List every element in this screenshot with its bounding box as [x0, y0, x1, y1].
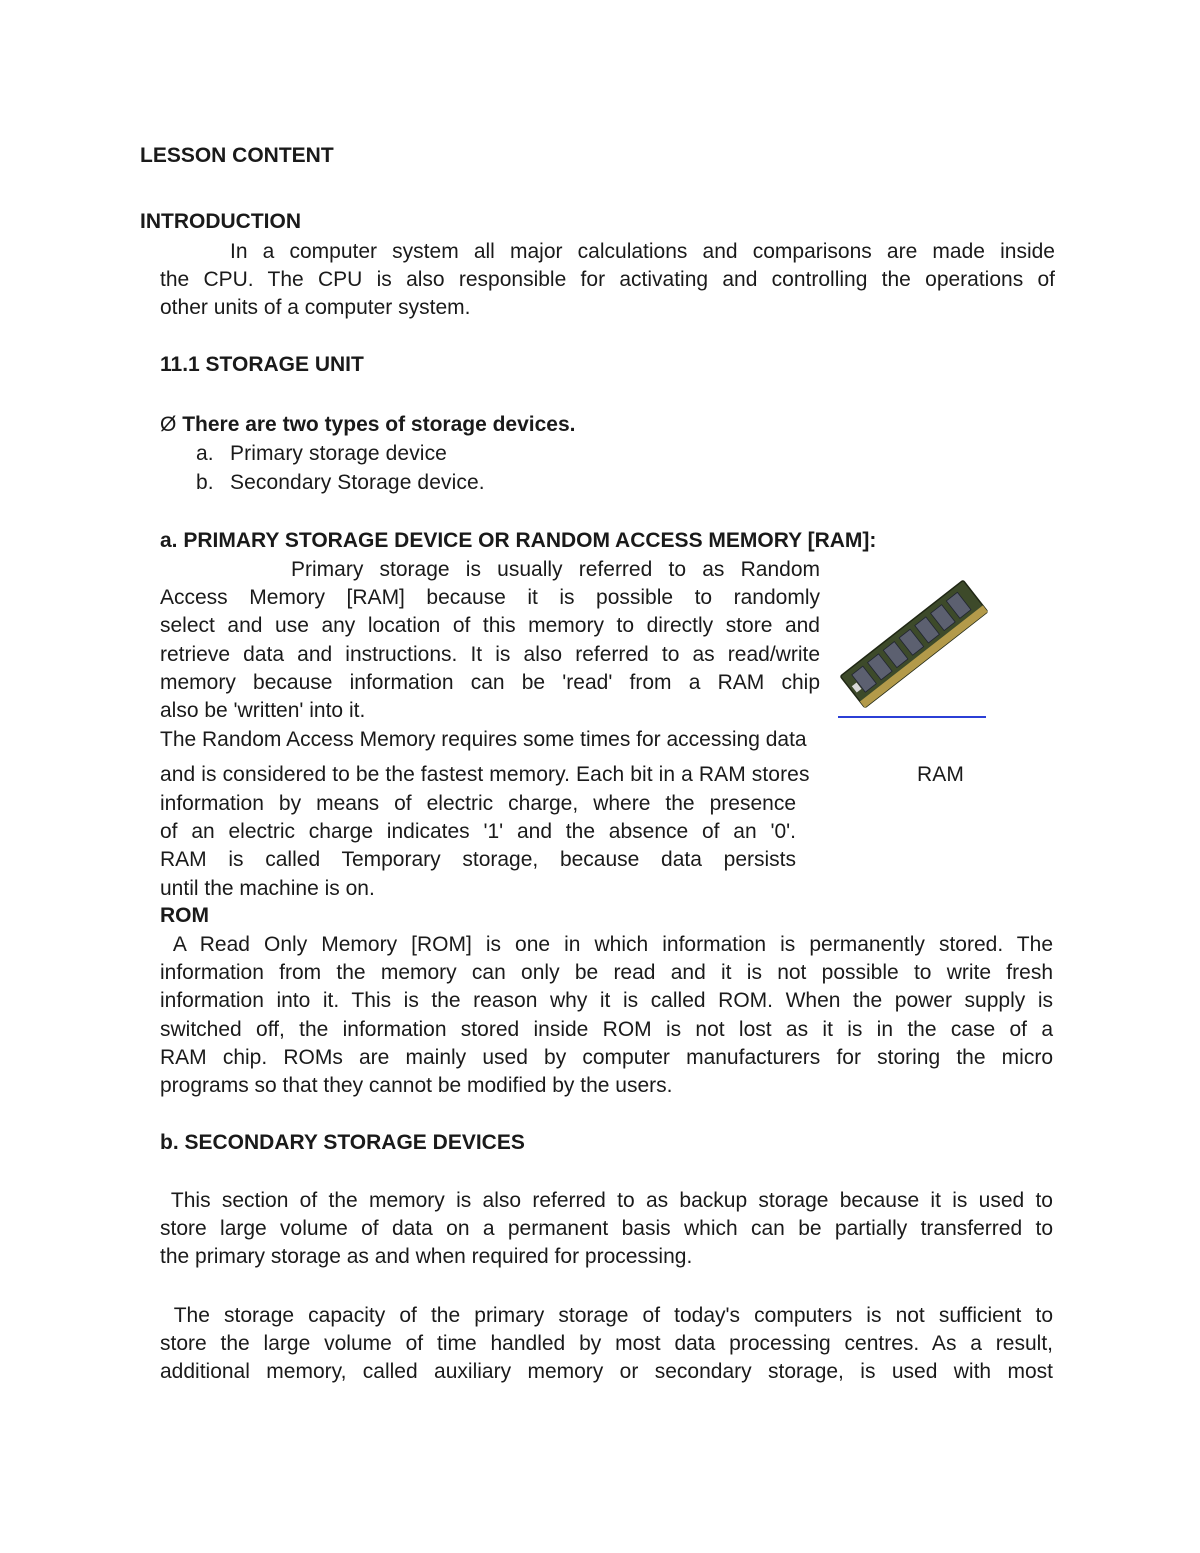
storage-types-bullet [160, 411, 576, 439]
primary-line: The Random Access Memory requires some times for accessing data [160, 728, 807, 751]
primary-paragraph [160, 556, 820, 725]
secondary-line: additional memory, called auxiliary memory or secondary storage, is used with most [160, 1360, 1053, 1384]
rom-heading: ROM [160, 904, 209, 927]
storage-unit-heading: 11.1 STORAGE UNIT [160, 353, 364, 376]
primary-line: of an electric charge indicates '1' and the absence of an '0'. [160, 820, 796, 844]
intro-line: other units of a computer system. [160, 296, 471, 320]
secondary-line: store large volume of data on a permanent basis which can be partially transferred to [160, 1217, 1053, 1241]
primary-line: retrieve data and instructions. It is also referred to as read/write [160, 642, 820, 666]
primary-full-line [160, 726, 882, 754]
secondary-line: the primary storage as and when required for processing. [160, 1245, 693, 1269]
rom-line: information from the memory can only be read and it is not possible to write fresh [160, 961, 1053, 985]
intro-line: In a computer system all major calculations and comparisons are made inside [230, 240, 1055, 263]
primary-line: Primary storage is usually referred to as Random [291, 558, 820, 581]
list-marker: a. [196, 442, 214, 465]
primary-line: Access Memory [RAM] because it is possible to randomly [160, 586, 820, 610]
intro-line: the CPU. The CPU is also responsible for activating and controlling the operations of [160, 268, 1055, 292]
lesson-content-heading: LESSON CONTENT [140, 144, 334, 167]
list-item-text: Secondary Storage device. [230, 471, 485, 494]
secondary-line: The storage capacity of the primary storage of today's computers is not sufficient to [160, 1304, 1053, 1327]
rom-line: programs so that they cannot be modified by the users. [160, 1073, 673, 1097]
list-item [196, 469, 214, 497]
rom-line: A Read Only Memory [ROM] is one in which information is permanently stored. The [160, 933, 1053, 956]
bullet-text: There are two types of storage devices. [182, 413, 576, 436]
rom-paragraph [160, 931, 1053, 1100]
primary-line: memory because information can be 'read' from a RAM chip [160, 670, 820, 694]
rom-line: information into it. This is the reason why it is called ROM. When the power supply is [160, 989, 1053, 1013]
secondary-line: This section of the memory is also referred to as backup storage because it is used to [160, 1189, 1053, 1212]
rom-line: switched off, the information stored inside ROM is not lost as it is in the case of a [160, 1017, 1053, 1041]
primary-line: information by means of electric charge, where the presence [160, 792, 796, 815]
list-item-text: Primary storage device [230, 442, 447, 465]
secondary-paragraph-2 [160, 1302, 1053, 1387]
primary-line: select and use any location of this memory to directly store and [160, 614, 820, 638]
primary-line: and is considered to be the fastest memory. Each bit in a RAM stores [160, 763, 810, 786]
introduction-heading: INTRODUCTION [140, 210, 301, 233]
secondary-storage-heading: b. SECONDARY STORAGE DEVICES [160, 1131, 525, 1154]
secondary-paragraph-1 [160, 1187, 1053, 1272]
list-item [196, 440, 214, 468]
ram-image-caption: RAM [917, 763, 964, 786]
primary-storage-heading: a. PRIMARY STORAGE DEVICE OR RANDOM ACCESS MEMORY [RAM]: [160, 529, 877, 552]
secondary-line: store the large volume of time handled by most data processing centres. As a result, [160, 1332, 1053, 1356]
ram-module-icon [838, 574, 990, 714]
image-link-underline [838, 716, 986, 718]
primary-line: also be 'written' into it. [160, 698, 366, 722]
primary-line: until the machine is on. [160, 876, 375, 900]
list-marker: b. [196, 471, 214, 494]
bullet-symbol: Ø [160, 413, 177, 436]
primary-paragraph-continued [160, 790, 796, 903]
primary-line: RAM is called Temporary storage, because data persists [160, 848, 796, 872]
rom-line: RAM chip. ROMs are mainly used by computer manufacturers for storing the micro [160, 1045, 1053, 1069]
introduction-paragraph [160, 238, 1055, 323]
